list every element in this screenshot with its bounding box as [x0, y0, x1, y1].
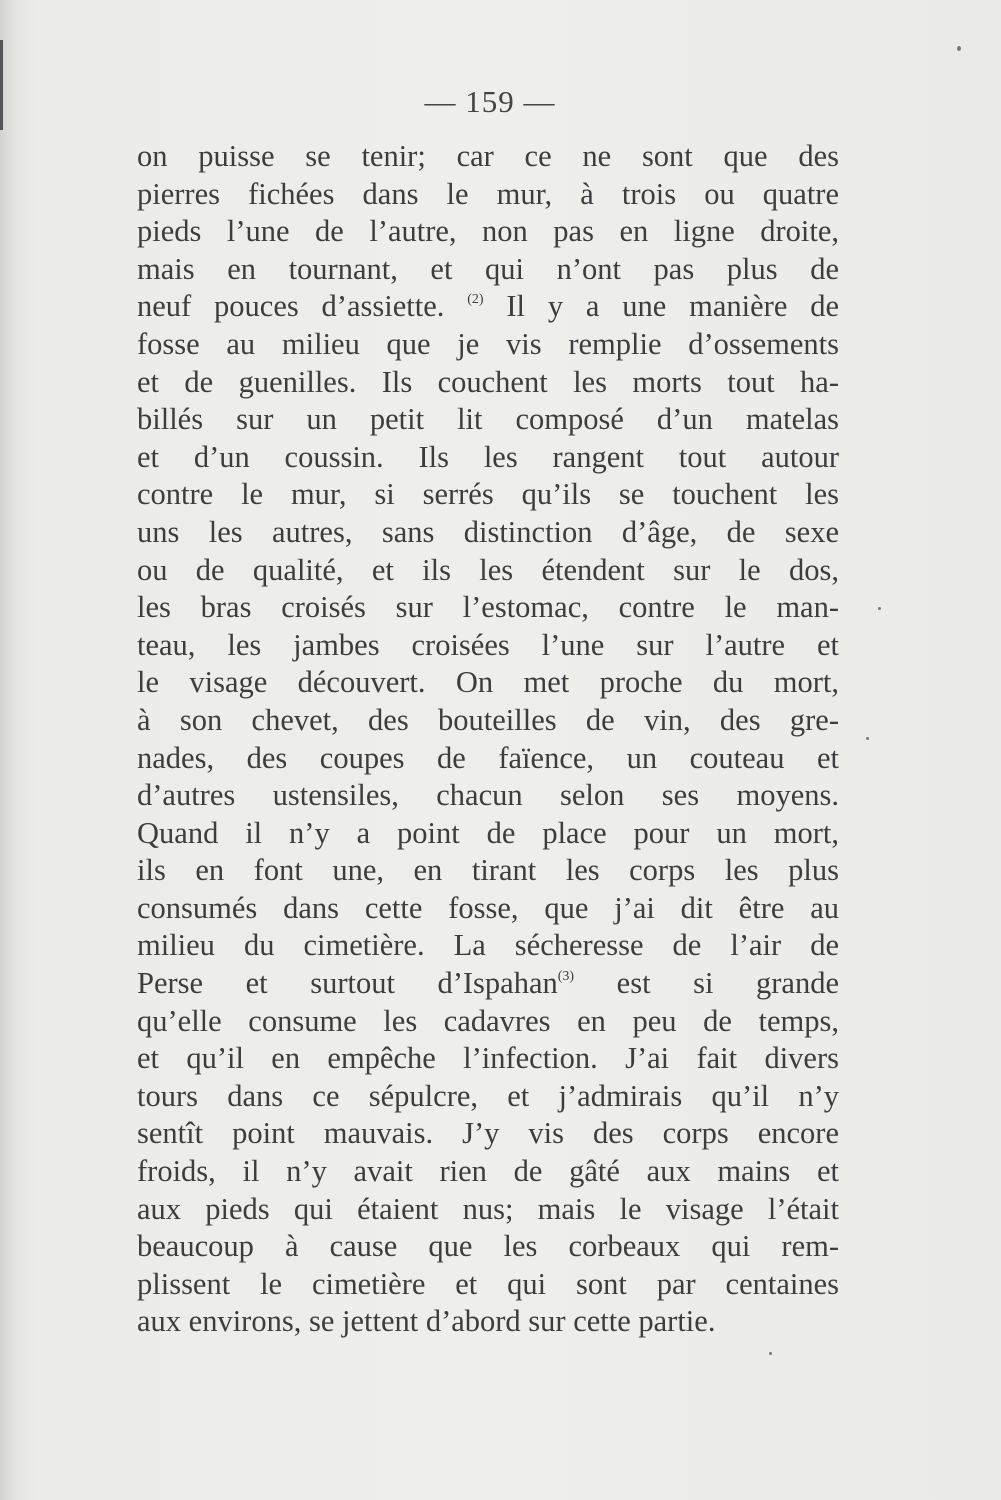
line-text: pieds l’une de l’autre, non pas en ligne droite, — [137, 214, 839, 249]
line-text: Quand il n’y a point de place pour un mort, — [137, 815, 839, 850]
text-line — [137, 740, 839, 778]
line-text: Perse et surtout d’Ispahan — [137, 966, 558, 1001]
text-line — [137, 552, 839, 590]
line-text: froids, il n’y avait rien de gâté aux mains et — [137, 1154, 839, 1189]
text-line — [137, 890, 839, 928]
line-text-after-note: Il y a une manière de — [483, 289, 839, 324]
line-text-after-note: est si grande — [574, 966, 839, 1001]
line-text: milieu du cimetière. La sécheresse de l’air de — [137, 928, 839, 963]
text-line — [137, 364, 839, 402]
line-text: pierres fichées dans le mur, à trois ou quatre — [137, 176, 839, 211]
text-line — [137, 1266, 839, 1304]
line-text: uns les autres, sans distinction d’âge, de sexe — [137, 514, 839, 549]
text-line — [137, 1303, 839, 1341]
text-line — [137, 1078, 839, 1116]
line-text: ou de qualité, et ils les étendent sur le dos, — [137, 552, 839, 587]
text-line — [137, 176, 839, 214]
line-text: à son chevet, des bouteilles de vin, des gre- — [137, 702, 839, 737]
line-text: on puisse se tenir; car ce ne sont que des — [137, 139, 839, 173]
text-line — [137, 326, 839, 364]
line-text: ils en font une, en tirant les corps les plus — [137, 853, 839, 888]
body-text — [137, 138, 839, 1341]
text-line — [137, 965, 839, 1003]
line-text: le visage découvert. On met proche du mort, — [137, 665, 839, 700]
text-line — [137, 664, 839, 702]
line-text: consumés dans cette fosse, que j’ai dit être au — [137, 890, 839, 925]
line-text: sentît point mauvais. J’y vis des corps encore — [137, 1116, 839, 1151]
paper-speck — [769, 1352, 772, 1355]
line-text: teau, les jambes croisées l’une sur l’autre et — [137, 627, 839, 662]
text-line — [137, 439, 839, 477]
text-line — [137, 1115, 839, 1153]
line-text: tours dans ce sépulcre, et j’admirais qu’il n’y — [137, 1078, 839, 1113]
text-line — [137, 777, 839, 815]
text-line — [137, 627, 839, 665]
line-text: aux environs, se jettent d’abord sur cette partie. — [137, 1304, 716, 1339]
line-text: d’autres ustensiles, chacun selon ses moyens. — [137, 778, 839, 813]
line-text: aux pieds qui étaient nus; mais le visage l’était — [137, 1191, 839, 1226]
text-line — [137, 702, 839, 740]
text-line — [137, 401, 839, 439]
text-line — [137, 1228, 839, 1266]
page-number: — 159 — — [424, 84, 556, 119]
line-text: et de guenilles. Ils couchent les morts tout ha- — [137, 364, 839, 399]
line-text: fosse au milieu que je vis remplie d’ossements — [137, 326, 839, 361]
text-line — [137, 251, 839, 289]
text-line — [137, 138, 839, 176]
line-text: nades, des coupes de faïence, un couteau et — [137, 740, 839, 775]
line-text: et d’un coussin. Ils les rangent tout autour — [137, 439, 839, 474]
line-text: et qu’il en empêche l’infection. J’ai fait divers — [137, 1041, 839, 1076]
line-text: les bras croisés sur l’estomac, contre le man- — [137, 590, 839, 625]
line-text: contre le mur, si serrés qu’ils se touchent les — [137, 477, 839, 512]
text-line — [137, 1040, 839, 1078]
footnote-marker: (3) — [557, 969, 575, 985]
line-text: qu’elle consume les cadavres en peu de temps, — [137, 1003, 839, 1038]
paper-speck — [878, 607, 881, 610]
line-text: mais en tournant, et qui n’ont pas plus de — [137, 251, 839, 286]
text-line — [137, 852, 839, 890]
text-line — [137, 213, 839, 251]
text-line — [137, 927, 839, 965]
paper-speck — [957, 46, 961, 51]
paper-speck — [866, 737, 869, 740]
line-text: beaucoup à cause que les corbeaux qui rem- — [137, 1229, 839, 1264]
text-line — [137, 1153, 839, 1191]
line-text: neuf pouces d’assiette. — [137, 289, 468, 324]
text-line — [137, 815, 839, 853]
text-line — [137, 1003, 839, 1041]
text-line — [137, 288, 839, 326]
text-line — [137, 1191, 839, 1229]
text-line — [137, 514, 839, 552]
text-line — [137, 589, 839, 627]
line-text: plissent le cimetière et qui sont par centaines — [137, 1266, 839, 1301]
text-line — [137, 476, 839, 514]
line-text: billés sur un petit lit composé d’un matelas — [137, 402, 839, 437]
footnote-marker: (2) — [467, 292, 484, 308]
